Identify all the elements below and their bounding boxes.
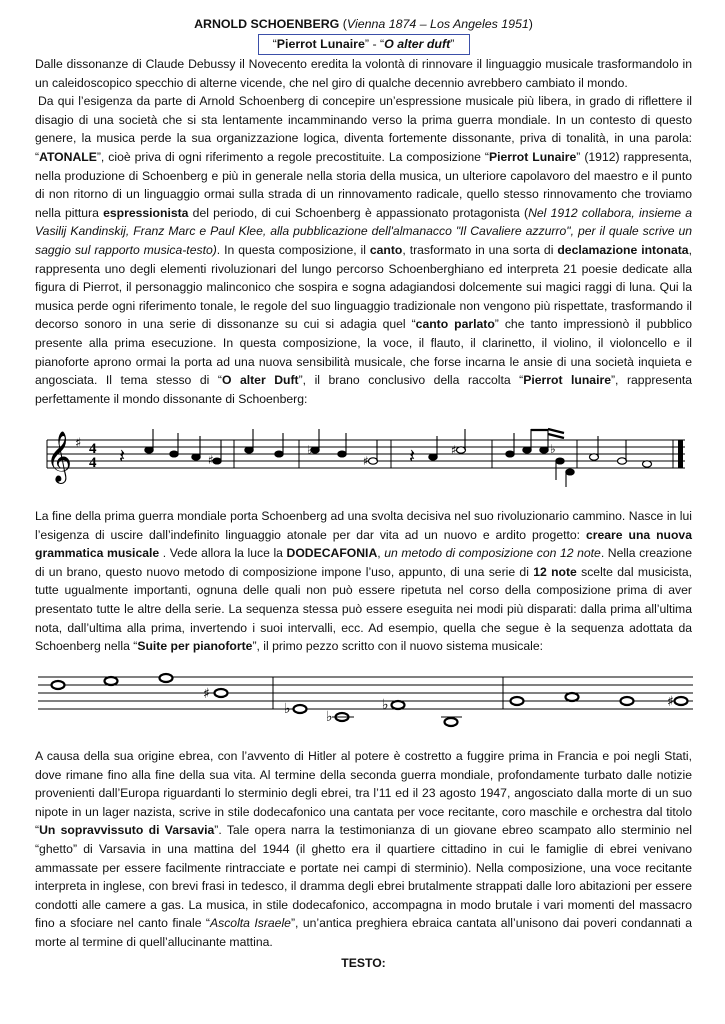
time-signature-top: 4 — [89, 441, 97, 457]
note — [457, 447, 466, 453]
note — [643, 461, 652, 467]
work-title-o-alter-duft: O alter duft — [384, 37, 451, 51]
note — [275, 451, 283, 457]
work-title-pierrot: Pierrot Lunaire — [276, 37, 365, 51]
note — [52, 681, 65, 689]
sharp-sign-icon: ♯ — [75, 436, 82, 451]
quarter-rest-icon: 𝄽 — [119, 444, 126, 468]
note — [445, 718, 458, 726]
sharp-sign-icon: ♯ — [363, 454, 369, 468]
music-score-twelve-tone-row — [38, 665, 693, 735]
note — [338, 451, 346, 457]
document-title: ARNOLD SCHOENBERG (Vienna 1874 – Los Angeles 1951) — [194, 17, 533, 31]
note — [160, 674, 173, 682]
note — [294, 705, 307, 713]
testo-heading: TESTO: — [341, 955, 386, 970]
sharp-sign-icon: ♯ — [451, 443, 457, 457]
note — [556, 458, 564, 464]
note — [392, 701, 405, 709]
note — [621, 697, 634, 705]
note — [511, 697, 524, 705]
paragraph-varsavia: A causa della sua origine ebrea, con l’avvento di Hitler al potere è costretto a fuggire prima in Francia e poi negli Stati, dove rimane fino alla fine della sua vita. Al termine della seconda guerra mondiale, profondamente turbato dalle notizie provenienti dall’Europa riguardanti lo sterminio degli ebrei, tra l’11 ed il 23 agosto 1947, angosciato dalla morte di un suo nipote in un lager nazista, scrive in stile dodecafonico una cantata per voce recitante, coro maschile e orchestra dal titolo “Un sopravvissuto di Varsavia”. Tale opera narra la testimonianza di un giovane ebreo scampato allo sterminio nel “ghetto” di Varsavia in una mattina del 1944 (il ghetto era il quartiere cittadino in cui le famiglie di ebrei venivano ammassate per essere facilmente rintracciate e portate nei campi di sterminio). Nella composizione, una voce recitante interpreta in inglese, con brevi frasi in tedesco, il dramma degli ebrei brutalmente strappati dalle loro abitazioni per essere condotti alle camere a gas. La musica, in stile dodecafonico, accompagna in modo brutale i vari momenti del massacro fino a sfociare nel canto finale “Ascolta Israele”, un’antica preghiera ebraica cantata all’unisono dai poveri condannati a morte al termine di quell’allucinante mattina. — [35, 749, 692, 949]
note — [145, 447, 153, 453]
note — [566, 469, 574, 475]
note — [506, 451, 514, 457]
note — [590, 454, 599, 460]
sharp-sign-icon: ♯ — [667, 694, 674, 710]
music-score-o-alter-duft — [37, 425, 687, 495]
time-signature-bottom: 4 — [89, 455, 97, 471]
note — [523, 447, 531, 453]
note — [540, 447, 548, 453]
work-subtitle-box: “Pierrot Lunaire” - “O alter duft” — [258, 34, 470, 55]
flat-sign-icon: ♭ — [550, 442, 556, 456]
document-page-bottom — [35, 747, 692, 972]
note — [566, 693, 579, 701]
flat-sign-icon: ♭ — [284, 701, 291, 717]
document-page-middle — [35, 507, 692, 656]
note — [105, 677, 118, 685]
paragraph-pierrot: Da qui l’esigenza da parte di Arnold Schoenberg di concepire un’espressione musicale più libera, in grado di riflettere il disagio di una società che si sta lentamente incamminando verso la prima guerra mondiale. In un contesto di questo genere, la musica perde la sua organizzazione logica, diventa fortemente dissonante, priva di tonalità, in una parola: “ATONALE”, cioè priva di ogni riferimento a regole precostituite. La composizione “Pierrot Lunaire” (1912) rappresenta, nella produzione di Schoenberg e più in generale nella storia della musica, un ulteriore capolavoro del maestro e il punto di non ritorno di un linguaggio ormai sulla strada di un rinnovamento radicale, quello stesso rinnovamento che troviamo nella pittura espressionista del periodo, di cui Schoenberg è appassionato protagonista (Nel 1912 collabora, insieme a Vasilij Kandinskij, Franz Marc e Paul Klee, alla pubblicazione dell'almanacco "Il Cavaliere azzurro", per il quale scrive un saggio sul rapporto musica-testo). In questa composizione, il canto, trasformato in una sorta di declamazione intonata, rappresenta uno degli elementi rivoluzionari del lungo percorso Schoenberghiano ed interpreta 21 poesie dedicate alla figura di Pierrot, il personaggio malinconico che sospira e sogna adagiandosi dolcemente sui magici raggi di luna. Qui la musica perde ogni riferimento tonale, le regole del suo linguaggio tradizionale non vengono più rispettate, trasformando il decorso sonoro in una serie di dissonanze su cui si adagia quel “canto parlato” che tanto impressionò il pubblico presente alla prima esecuzione. In questa composizione, la voce, il flauto, il clarinetto, il violino, il violoncello e il pianoforte aprono ormai la porta ad una nuova sensibilità musicale, che forse incarna le ansie di una società inquieta e angosciata. Il tema stesso di “O alter Duft”, il brano conclusivo della raccolta “Pierrot lunaire”, rappresenta perfettamente il mondo dissonante di Schoenberg: — [35, 94, 693, 406]
note — [369, 458, 378, 464]
note — [192, 454, 200, 460]
treble-clef-icon: 𝄞 — [46, 431, 73, 482]
paragraph-intro: Dalle dissonanze di Claude Debussy il Novecento eredita la volontà di rinnovare il linguaggio musicale trasformandolo in un caleidoscopico specchio di alterne vicende, che nel giro di qualche decennio avrebbero cambiato il mondo. — [35, 57, 692, 90]
note — [245, 447, 253, 453]
sharp-sign-icon: ♯ — [208, 453, 214, 467]
note — [675, 697, 688, 705]
sharp-sign-icon: ♯ — [203, 686, 210, 702]
flat-sign-icon: ♭ — [307, 443, 313, 457]
flat-sign-icon: ♭ — [326, 709, 333, 725]
composer-life: Vienna 1874 – Los Angeles 1951 — [346, 17, 529, 31]
document-page — [35, 14, 692, 408]
note — [618, 458, 627, 464]
note — [170, 451, 178, 457]
note — [213, 458, 221, 464]
paragraph-dodecafonia: La fine della prima guerra mondiale porta Schoenberg ad una svolta decisiva nel suo rivoluzionario cammino. Nasce in lui l’esigenza di uscire dall’indefinito linguaggio atonale per dar vita ad un nuovo e ardito progetto: creare una nuova grammatica musicale . Vede allora la luce la DODECAFONIA, un metodo di composizione con 12 note. Nella creazione di un brano, questo nuovo metodo di composizione impone l’uso, appunto, di una serie di 12 note scelte dal musicista, tutte ugualmente importanti, ognuna delle quali non può essere ripetuta nel corso della composizione prima di aver presentato tutte le altre della serie. La sequenza stessa può essere eseguita nei modi più disparati: dalla prima all’ultima nota, dall’ultima alla prima, invertendo i suoi intervalli, ecc. Ad esempio, quella che segue è la sequenza adottata da Schoenberg nella “Suite per pianoforte”, il primo pezzo scritto con il nuovo sistema musicale: — [35, 509, 693, 654]
quarter-rest-icon: 𝄽 — [409, 444, 416, 468]
note — [215, 689, 228, 697]
flat-sign-icon: ♭ — [382, 697, 389, 713]
composer-name: ARNOLD SCHOENBERG — [194, 17, 340, 31]
note — [429, 454, 437, 460]
